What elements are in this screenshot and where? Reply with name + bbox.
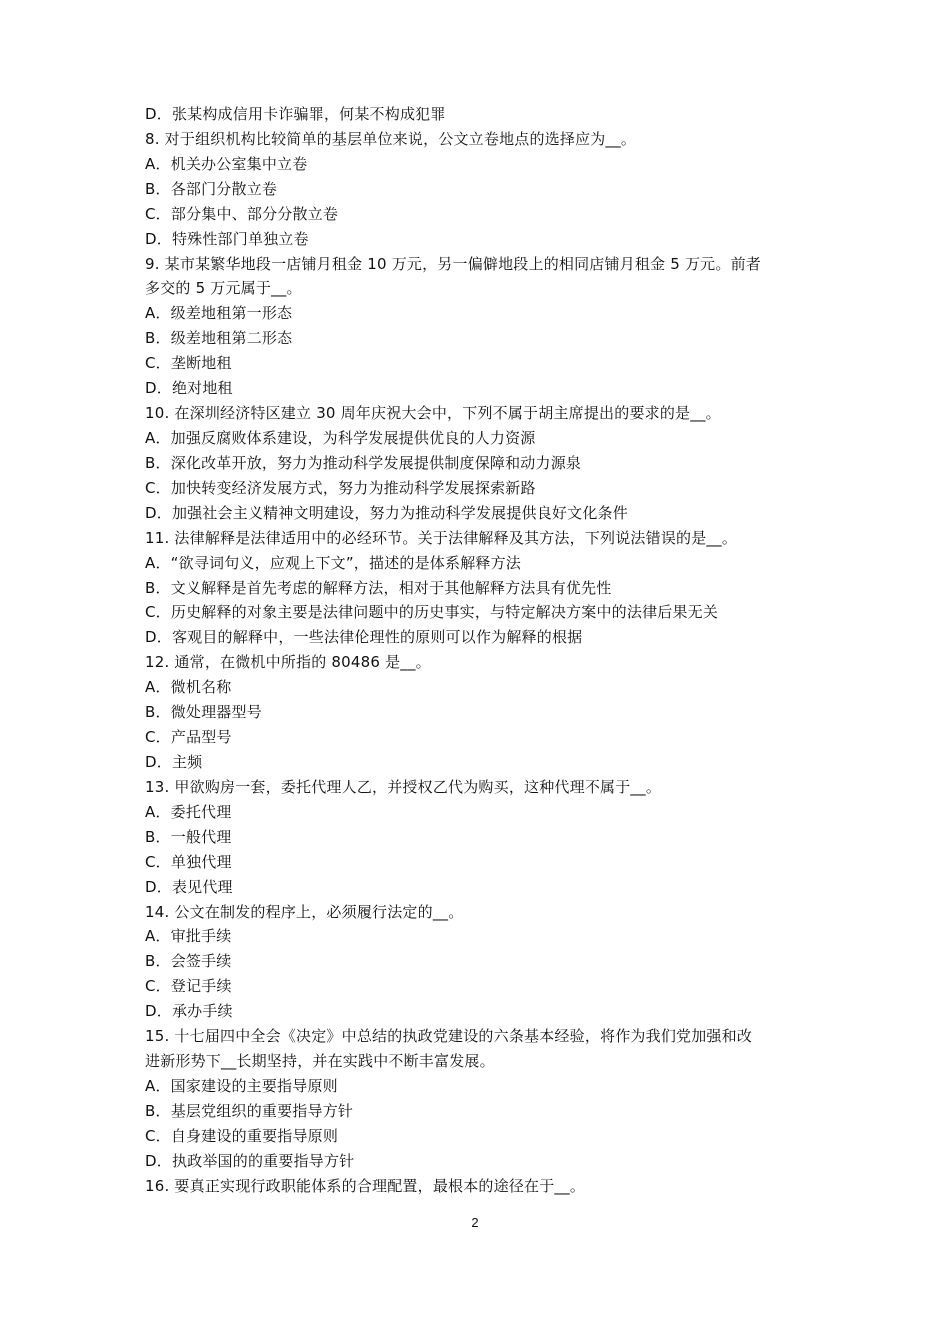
page-content xyxy=(145,102,825,1199)
text-line: D．绝对地租 xyxy=(145,379,233,398)
text-line: A．机关办公室集中立卷 xyxy=(145,154,308,173)
text-line: B．一般代理 xyxy=(145,827,232,846)
text-line: A．国家建设的主要指导原则 xyxy=(145,1076,338,1095)
text-line: 12. 通常，在微机中所指的 80486 是__。 xyxy=(145,653,431,672)
text-line: A．“欲寻词句义，应观上下文”，描述的是体系解释方法 xyxy=(145,553,522,572)
text-line: B．微处理器型号 xyxy=(145,703,262,722)
text-line: C．登记手续 xyxy=(145,977,232,996)
text-line: 多交的 5 万元属于__。 xyxy=(145,279,302,298)
text-line: D．加强社会主义精神文明建设，努力为推动科学发展提供良好文化条件 xyxy=(145,503,628,522)
text-line: B．基层党组织的重要指导方针 xyxy=(145,1101,354,1120)
text-line: C．垄断地租 xyxy=(145,354,232,373)
text-line: B．文义解释是首先考虑的解释方法，相对于其他解释方法具有优先性 xyxy=(145,578,612,597)
text-line: 13. 甲欲购房一套，委托代理人乙，并授权乙代为购买，这种代理不属于__。 xyxy=(145,777,662,796)
text-line: A．审批手续 xyxy=(145,927,232,946)
text-line: D．承办手续 xyxy=(145,1002,233,1021)
text-line: D．表见代理 xyxy=(145,877,233,896)
text-line: B．深化改革开放，努力为推动科学发展提供制度保障和动力源泉 xyxy=(145,453,582,472)
text-line: 10. 在深圳经济特区建立 30 周年庆祝大会中，下列不属于胡主席提出的要求的是__。 xyxy=(145,404,721,423)
text-line: A．级差地租第一形态 xyxy=(145,304,293,323)
text-line: 进新形势下__长期坚持，并在实践中不断丰富发展。 xyxy=(145,1052,495,1071)
text-line: A．加强反腐败体系建设，为科学发展提供优良的人力资源 xyxy=(145,428,536,447)
text-line: C．产品型号 xyxy=(145,728,232,747)
text-line: 9. 某市某繁华地段一店铺月租金 10 万元，另一偏僻地段上的相同店铺月租金 5 万元。前者 xyxy=(145,254,761,273)
text-line: C．自身建设的重要指导原则 xyxy=(145,1126,339,1145)
text-line: 16. 要真正实现行政职能体系的合理配置，最根本的途径在于__。 xyxy=(145,1176,586,1195)
text-line: C．单独代理 xyxy=(145,852,232,871)
text-line: D．客观目的解释中，一些法律伦理性的原则可以作为解释的根据 xyxy=(145,628,583,647)
page-number: 2 xyxy=(471,1215,479,1230)
text-line: A．微机名称 xyxy=(145,678,232,697)
text-line: B．级差地租第二形态 xyxy=(145,329,293,348)
text-line: D．特殊性部门单独立卷 xyxy=(145,229,309,248)
text-line: C．加快转变经济发展方式，努力为推动科学发展探索新路 xyxy=(145,478,536,497)
text-line: D．主频 xyxy=(145,752,203,771)
text-line: 8. 对于组织机构比较简单的基层单位来说，公文立卷地点的选择应为__。 xyxy=(145,129,637,148)
text-line: 11. 法律解释是法律适用中的必经环节。关于法律解释及其方法，下列说法错误的是__。 xyxy=(145,528,738,547)
text-line: 15. 十七届四中全会《决定》中总结的执政党建设的六条基本经验，将作为我们党加强和改 xyxy=(145,1027,753,1046)
text-line: D．执政举国的的重要指导方针 xyxy=(145,1151,355,1170)
text-line: 14. 公文在制发的程序上，必须履行法定的__。 xyxy=(145,902,464,921)
text-line: C．部分集中、部分分散立卷 xyxy=(145,204,339,223)
text-line: C．历史解释的对象主要是法律问题中的历史事实，与特定解决方案中的法律后果无关 xyxy=(145,603,719,622)
text-line: B．各部门分散立卷 xyxy=(145,179,278,198)
text-line: A．委托代理 xyxy=(145,802,232,821)
text-line: B．会签手续 xyxy=(145,952,232,971)
text-line: D．张某构成信用卡诈骗罪，何某不构成犯罪 xyxy=(145,105,446,123)
